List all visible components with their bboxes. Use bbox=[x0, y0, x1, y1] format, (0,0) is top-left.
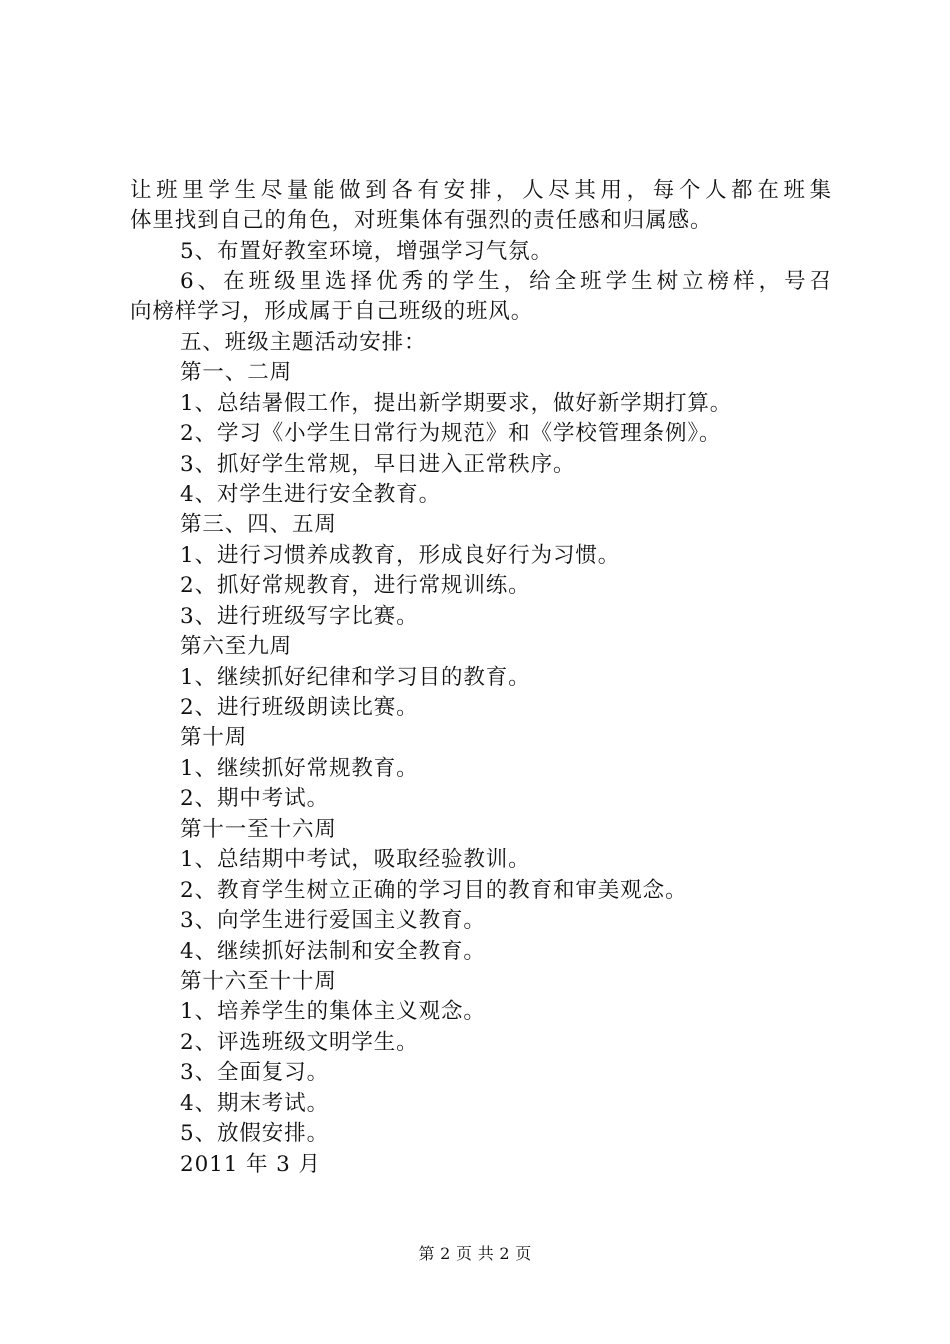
week-heading: 第十六至十十周 bbox=[180, 969, 337, 994]
list-item: 2、学习《小学生日常行为规范》和《学校管理条例》。 bbox=[180, 421, 722, 446]
list-item: 5、放假安排。 bbox=[180, 1121, 329, 1146]
list-item: 1、继续抓好常规教育。 bbox=[180, 756, 419, 781]
list-item: 3、向学生进行爱国主义教育。 bbox=[180, 908, 486, 933]
list-item: 2、期中考试。 bbox=[180, 786, 329, 811]
week-heading: 第十周 bbox=[180, 725, 248, 750]
week-heading: 第十一至十六周 bbox=[180, 817, 337, 842]
section-heading: 五、班级主题活动安排： bbox=[180, 330, 427, 355]
paragraph-line: 体里找到自己的角色，对班集体有强烈的责任感和归属感。 bbox=[130, 208, 713, 233]
list-item: 1、总结期中考试，吸取经验教训。 bbox=[180, 847, 531, 872]
list-item: 6、在班级里选择优秀的学生，给全班学生树立榜样，号召 bbox=[180, 269, 832, 294]
list-item: 2、教育学生树立正确的学习目的教育和审美观念。 bbox=[180, 878, 688, 903]
list-item: 3、抓好学生常规，早日进入正常秩序。 bbox=[180, 452, 576, 477]
list-item: 3、进行班级写字比赛。 bbox=[180, 604, 419, 629]
list-item: 2、进行班级朗读比赛。 bbox=[180, 695, 419, 720]
list-item: 1、继续抓好纪律和学习目的教育。 bbox=[180, 665, 531, 690]
list-item: 1、总结暑假工作，提出新学期要求，做好新学期打算。 bbox=[180, 391, 733, 416]
list-item: 2、评选班级文明学生。 bbox=[180, 1030, 419, 1055]
list-item: 2、抓好常规教育，进行常规训练。 bbox=[180, 573, 531, 598]
list-item: 1、进行习惯养成教育，形成良好行为习惯。 bbox=[180, 543, 621, 568]
week-heading: 第六至九周 bbox=[180, 634, 293, 659]
list-item: 1、培养学生的集体主义观念。 bbox=[180, 999, 486, 1024]
list-item: 4、对学生进行安全教育。 bbox=[180, 482, 441, 507]
week-heading: 第三、四、五周 bbox=[180, 512, 337, 537]
list-item: 5、布置好教室环境，增强学习气氛。 bbox=[180, 239, 553, 264]
list-item: 3、全面复习。 bbox=[180, 1060, 329, 1085]
list-item: 4、期末考试。 bbox=[180, 1091, 329, 1116]
list-item: 4、继续抓好法制和安全教育。 bbox=[180, 939, 486, 964]
document-date: 2011 年 3 月 bbox=[180, 1152, 321, 1177]
page-number-footer: 第 2 页 共 2 页 bbox=[418, 1244, 532, 1263]
paragraph-line: 让班里学生尽量能做到各有安排，人尽其用，每个人都在班集 bbox=[130, 178, 832, 203]
list-item-continued: 向榜样学习，形成属于自己班级的班风。 bbox=[130, 299, 534, 324]
week-heading: 第一、二周 bbox=[180, 360, 293, 385]
